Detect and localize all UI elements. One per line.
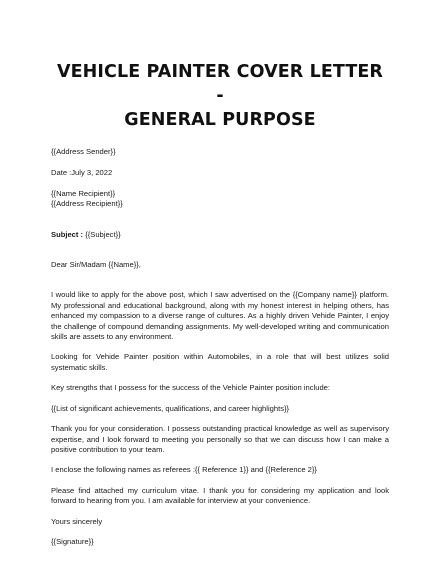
letter-body (51, 147, 389, 547)
signature: {{Signature}} (51, 536, 94, 546)
subject-value: {{Subject}} (83, 229, 121, 239)
paragraph-strengths: Key strengths that I possess for the success of the Vehicle Painter position include: (51, 383, 331, 393)
address-sender: {{Address Sender}} (51, 147, 116, 156)
title-line-1: VEHICLE PAINTER COVER LETTER - (56, 62, 383, 106)
subject-label: Subject : (51, 229, 84, 239)
subject-line (51, 230, 389, 240)
paragraph-attachment: Please find attached my curriculum vitae. I thank you for considering my application and look forward to hearing from you. I am available for interview at your convenience. (51, 485, 389, 506)
closing: Yours sincerely (51, 516, 103, 526)
name-recipient: {{Name Recipient}} (51, 188, 116, 198)
letter-date: Date :July 3, 2022 (51, 167, 113, 177)
paragraph-thanks: Thank you for your consideration. I possess outstanding practical knowledge as well as supervisory expertise, and I look forward to meeting you personally so that we can discuss how I can make a positive contribution to your team. (51, 424, 389, 454)
paragraph-achievements: {{List of significant achievements, qualifications, and career highlights}} (51, 403, 290, 413)
paragraph-intro: I would like to apply for the above post, which I saw advertised on the {{Company name}} platform. My professional and educational background, along with my honest interest in helping others, has enhanced my compassion to a diverse range of cultures. As a highly driven Vehide Painter, I enjoy the challenge of compound demanding assignments. My well-developed writing and communication skills are assets to any environment. (51, 290, 389, 342)
document-title (51, 0, 389, 132)
paragraph-referees: I enclose the following names as referees :{{ Reference 1}} and {{Reference 2}} (51, 465, 317, 475)
paragraph-objective: Looking for Vehide Painter position within Automobiles, in a role that will best utilizes solid systematic skills. (51, 352, 389, 372)
address-recipient: {{Address Recipient}} (51, 199, 123, 209)
title-line-2: GENERAL PURPOSE (124, 110, 316, 130)
salutation: Dear Sir/Madam {{Name}}, (51, 260, 141, 270)
